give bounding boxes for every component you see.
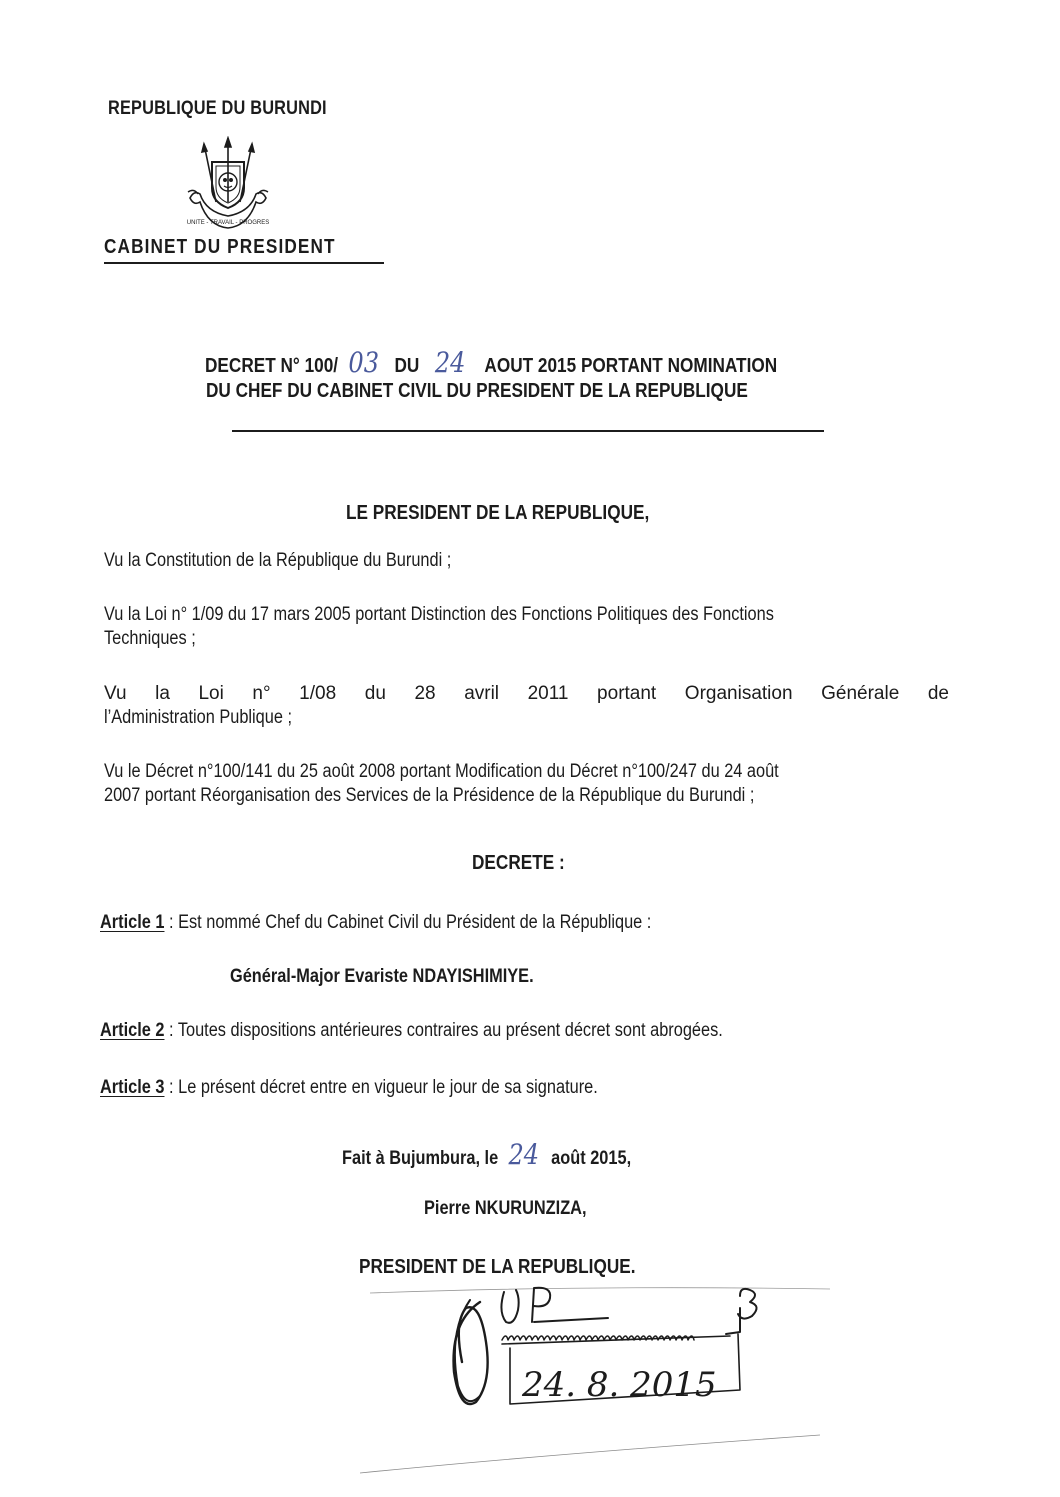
vu-loi-1-09-line2 [104,628,211,650]
vu-constitution [104,550,508,572]
article-1 [100,912,741,934]
decree-number-prefix: DECRET N° 100/ [205,355,339,377]
decree-du: DU [394,355,420,377]
vu-loi-1-09-line1 [104,604,883,626]
vu-decret-text1: Vu le Décret n°100/141 du 25 août 2008 portant Modification du Décret n°100/247 du 24 août [104,761,779,782]
signatory-title [359,1256,681,1279]
article-2-text: : Toutes dispositions antérieures contraires au présent décret sont abrogées. [169,1020,723,1041]
article-2-label: Article 2 [100,1020,165,1041]
signatory-name-text: Pierre NKURUNZIZA, [424,1198,587,1219]
vu-loi-1-08-text2: l’Administration Publique ; [104,707,293,728]
decree-title-line1 [205,346,870,379]
republic-header-text: REPUBLIQUE DU BURUNDI [108,98,327,119]
fait-suffix: août 2015, [551,1148,632,1169]
signatory-title-text: PRESIDENT DE LA REPUBLIQUE. [359,1256,636,1278]
fait-day-handwritten: 24 [508,1138,540,1171]
article-3 [100,1077,679,1099]
vu-decret-line1 [104,761,889,783]
vu-decret-line2 [104,785,860,807]
vu-loi-1-08-text1: Vu la Loi n° 1/08 du 28 avril 2011 portant Organisation Générale de [104,683,949,704]
decree-day-handwritten: 24 [434,346,466,379]
republic-header [108,98,362,120]
title-separator-rule [232,430,824,432]
president-heading [346,502,699,525]
nominee-name-text: Général-Major Evariste NDAYISHIMIYE. [230,966,534,987]
signatory-name [424,1198,613,1220]
decrete-heading-text: DECRETE : [472,852,565,874]
vu-loi-1-09-text1: Vu la Loi n° 1/09 du 17 mars 2005 portant Distinction des Fonctions Politiques des Fonctions [104,604,774,625]
decrete-heading [472,852,580,875]
article-2 [100,1020,824,1042]
article-1-label: Article 1 [100,912,165,933]
vu-decret-text2: 2007 portant Réorganisation des Services de la Présidence de la République du Burundi ; [104,785,755,806]
nominee-name [230,966,583,988]
decree-title-line2 [206,380,836,403]
president-heading-text: LE PRESIDENT DE LA REPUBLIQUE, [346,502,650,524]
signature-date: 24. 8. 2015 [522,1365,717,1405]
cabinet-header [104,236,373,259]
vu-constitution-text: Vu la Constitution de la République du Burundi ; [104,550,452,571]
coat-of-arms-emblem [176,136,280,236]
decree-number-handwritten: 03 [348,346,380,379]
article-3-text: : Le présent décret entre en vigueur le jour de sa signature. [169,1077,598,1098]
cabinet-header-underline [104,262,384,264]
fait-a-bujumbura [342,1138,678,1171]
vu-loi-1-08-line2 [104,707,323,729]
handwritten-signature [440,1282,780,1422]
fait-prefix: Fait à Bujumbura, le [342,1148,499,1169]
article-1-text: : Est nommé Chef du Cabinet Civil du Président de la République : [169,912,652,933]
article-3-label: Article 3 [100,1077,165,1098]
cabinet-header-text: CABINET DU PRESIDENT [104,236,336,258]
decree-title-rest: AOUT 2015 PORTANT NOMINATION [484,355,778,377]
vu-loi-1-08-line1 [104,683,949,705]
emblem-motto: UNITE - TRAVAIL - PROGRES [186,220,270,226]
decree-title-line2-text: DU CHEF DU CABINET CIVIL DU PRESIDENT DE LA REPUBLIQUE [206,380,748,402]
vu-loi-1-09-text2: Techniques ; [104,628,196,649]
